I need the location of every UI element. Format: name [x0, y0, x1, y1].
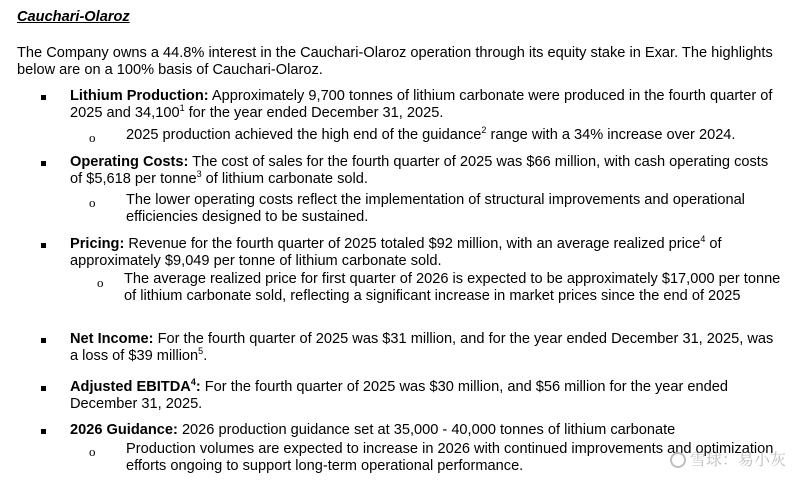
- bullet-text: For the fourth quarter of 2025 was $30 million, and $56 million for the year ended December 31, 2025.: [70, 379, 729, 412]
- bullet-label: Lithium Production:: [70, 88, 209, 104]
- bullet-pricing: [70, 236, 782, 270]
- sub-bullet-marker: o: [89, 195, 96, 210]
- sub-bullet-text: Production volumes are expected to increase in 2026 with continued improvements and optimization efforts ongoing to support long-term operational performance.: [126, 441, 774, 474]
- bullet-text: of lithium carbonate sold.: [201, 171, 368, 187]
- sub-bullet-text: The lower operating costs reflect the implementation of structural improvements and operational efficiencies designed to be sustained.: [126, 192, 745, 225]
- bullet-marker: [41, 429, 46, 434]
- bullet-lithium-production: [70, 88, 782, 122]
- footnote-ref: 5: [198, 346, 204, 357]
- bullet-2026-guidance: [70, 422, 782, 439]
- section-title: Cauchari-Olaroz: [17, 9, 130, 25]
- bullet-text: of approximately $9,049 per tonne of lithium carbonate sold.: [70, 236, 722, 269]
- intro-paragraph: The Company owns a 44.8% interest in the Cauchari-Olaroz operation through its equity stake in Exar. The highlights below are on a 100% basis of Cauchari-Olaroz.: [17, 45, 773, 78]
- bullet-marker: [41, 95, 46, 100]
- bullet-marker: [41, 338, 46, 343]
- bullet-text: Revenue for the fourth quarter of 2025 totaled $92 million, with an average realized price: [124, 236, 701, 252]
- bullet-net-income: [70, 331, 782, 365]
- footnote-ref: 3: [196, 169, 202, 180]
- footnote-ref: 2: [481, 125, 487, 136]
- watermark: 雪球：易小灰: [670, 452, 786, 469]
- sub-bullet-marker: o: [89, 130, 96, 145]
- bullet-text: 2026 production guidance set at 35,000 - 40,000 tonnes of lithium carbonate: [177, 422, 676, 438]
- footnote-ref: 4: [700, 234, 706, 245]
- sub-bullet-text: 2025 production achieved the high end of the guidance$^2$ range with a 34% increase over 2024.: [126, 125, 736, 143]
- footnote-ref: 4: [190, 377, 196, 388]
- bullet-marker: [41, 243, 46, 248]
- bullet-text: For the fourth quarter of 2025 was $31 million, and for the year ended December 31, 2025, was a loss of $39 million: [70, 331, 774, 364]
- sub-bullet-marker: o: [89, 444, 96, 459]
- bullet-label: Pricing:: [70, 236, 125, 252]
- bullet-marker: [41, 386, 46, 391]
- sub-bullet-text: The average realized price for first quarter of 2026 is expected to be approximately $17,000 per tonne of lithium carbonate sold, reflecting a significant increase in market prices since the end of 2025: [124, 271, 781, 304]
- bullet-label: Adjusted EBITDA$^4$:: [70, 377, 201, 395]
- bullet-operating-costs: [70, 154, 782, 188]
- bullet-text: The cost of sales for the fourth quarter of 2025 was $66 million, with cash operating costs of $5,618 per tonne: [70, 154, 769, 187]
- bullet-marker: [41, 161, 46, 166]
- bullet-label: 2026 Guidance:: [70, 422, 178, 438]
- bullet-label: Net Income:: [70, 331, 154, 347]
- snowball-logo-icon: [670, 452, 686, 468]
- sub-bullet-marker: o: [97, 275, 104, 290]
- bullet-label: Operating Costs:: [70, 154, 189, 170]
- bullet-adjusted-ebitda: [70, 379, 782, 413]
- bullet-text: Approximately 9,700 tonnes of lithium carbonate were produced in the fourth quarter of 2025 and 34,100: [70, 88, 773, 121]
- bullet-text: for the year ended December 31, 2025.: [184, 105, 444, 121]
- bullet-text: .: [203, 348, 208, 364]
- footnote-ref: 1: [179, 103, 185, 114]
